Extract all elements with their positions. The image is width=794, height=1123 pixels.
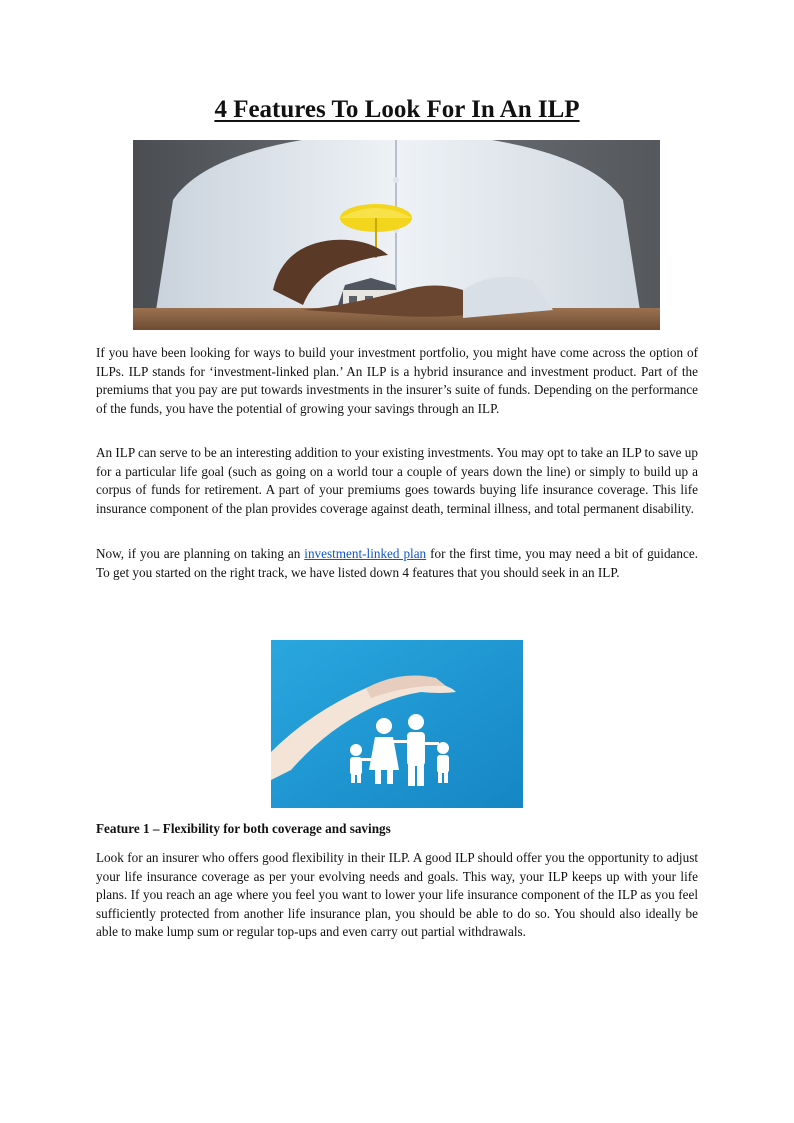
page-title: 4 Features To Look For In An ILP <box>214 96 580 123</box>
feature-1-paragraph: Look for an insurer who offers good flexibility in their ILP. A good ILP should offer you the opportunity to adjust your life insurance coverage as per your evolving needs and goals. This way, your ILP keeps up with your life plans. If you reach an age where you feel you want to lower your life insurance component of the ILP as you feel sufficiently protected from another life insurance plan, you should be able to do so. You should also ideally be able to make lump sum or regular top-ups and even carry out partial withdrawals. <box>96 850 698 940</box>
guidance-paragraph <box>96 545 698 582</box>
guidance-text-before: Now, if you are planning on taking an <box>96 546 305 561</box>
ilp-addition-paragraph: An ILP can serve to be an interesting addition to your existing investments. You may opt to take an ILP to save up for a particular life goal (such as going on a world tour a couple of years down the line) or simply to build up a corpus of funds for retirement. A part of your premiums goes towards buying life insurance coverage. This life insurance component of the plan provides coverage against death, terminal illness, and total permanent disability. <box>96 445 698 516</box>
guidance-text-after: for the first time, you may need a bit of guidance. To get you started on the right track, we have listed down 4 features that you should seek in an ILP. <box>96 546 698 580</box>
intro-paragraph: If you have been looking for ways to build your investment portfolio, you might have come across the option of ILPs. ILP stands for ‘investment-linked plan.’ An ILP is a hybrid insurance and investment product. Part of the premiums that you pay are put towards investments in the insurer’s suite of funds. Depending on the performance of the funds, you have the potential of growing your savings through an ILP. <box>96 345 698 416</box>
feature-1-heading: Feature 1 – Flexibility for both coverage and savings <box>96 821 391 836</box>
hand-over-house-umbrella-image <box>133 140 660 330</box>
hand-over-family-image <box>271 640 523 808</box>
investment-linked-plan-link[interactable]: investment-linked plan <box>304 546 427 561</box>
